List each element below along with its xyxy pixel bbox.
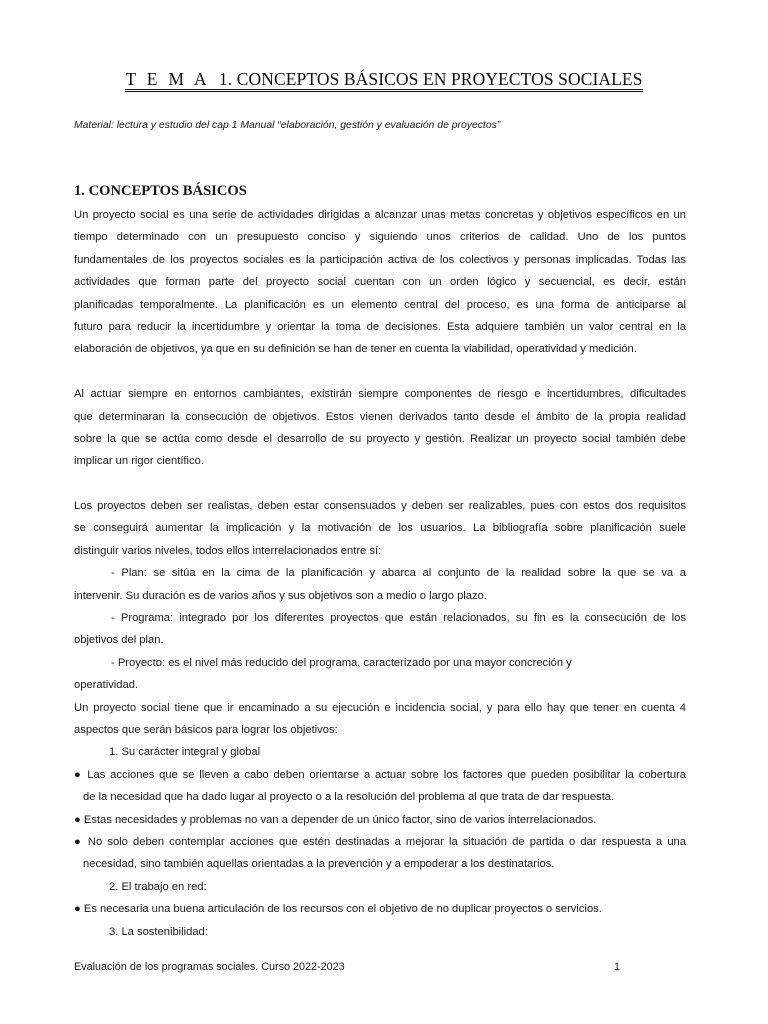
dash-list-item-cont: operatividad. [74,679,139,692]
paragraph-line: aspectos que serán básicos para lograr los objetivos: [74,723,338,736]
paragraph-line: planificadas temporalmente. La planificación es un elemento central del proceso, es una forma de anticiparse al [74,298,686,311]
numbered-item: 2. El trabajo en red: [109,880,207,893]
paragraph-line: Un proyecto social tiene que ir encaminado a su ejecución e incidencia social, y para ello hay que tener en cuenta 4 [74,701,686,714]
paragraph-line: futuro para reducir la incertidumbre y orientar la toma de decisiones. Esta adquiere también un valor central en la [74,320,686,333]
paragraph-line: implicar un rigor científico. [74,455,204,468]
paragraph-gap [74,473,686,495]
paragraph-line: tiempo determinado con un presupuesto conciso y siguiendo unos criterios de calidad. Uno de los puntos [74,231,686,244]
document-title [0,68,768,92]
paragraph-line: fundamentales de los proyectos sociales es la participación activa de los colectivos y personas implicadas. Todas las [74,253,686,266]
paragraph-line: sobre la que se actúa como desde el desarrollo de su proyecto y gestión. Realizar un proyecto social también debe [74,432,686,445]
bullet-item: ● Es necesaria una buena articulación de los recursos con el objetivo de no duplicar proyectos o servicios. [74,903,602,916]
section-body [74,204,686,943]
document-title-underlined [125,69,642,92]
page-footer: Evaluación de los programas sociales. Curso 2022-2023 [74,961,345,973]
title-prefix: T E M A [125,69,210,89]
numbered-item: 3. La sostenibilidad: [109,925,208,938]
numbered-item: 1. Su carácter integral y global [109,746,261,759]
bullet-item: ● Estas necesidades y problemas no van a depender de un único factor, sino de varios interrelacionados. [74,813,597,826]
paragraph-line: Un proyecto social es una serie de actividades dirigidas a alcanzar unas metas concretas y objetivos específicos en un [74,209,686,221]
dash-list-item: - Programa: integrado por los diferentes proyectos que están relacionados, su fin es la consecución de los [111,612,686,625]
paragraph-gap [74,361,686,383]
paragraph-line: actividades que forman parte del proyecto social cuentan con un orden lógico y secuencial, es decir, están [74,276,686,289]
dash-list-item: - Plan: se sitúa en la cima de la planificación y abarca al conjunto de la realidad sobre la que se va a [111,567,686,580]
dash-list-item: - Proyecto: es el nivel más reducido del programa, caracterizado por una mayor concreción y [111,656,572,669]
dash-list-item-cont: intervenir. Su duración es de varios años y sus objetivos son a medio o largo plazo. [74,589,487,602]
bullet-item: ● Las acciones que se lleven a cabo deben orientarse a actuar sobre los factores que pueden posibilitar la cobertura [74,768,686,781]
paragraph-line: se conseguirá aumentar la implicación y la motivación de los usuarios. La bibliografía sobre planificación suele [74,522,686,535]
paragraph-line: Al actuar siempre en entornos cambiantes, existirán siempre componentes de riesgo e incertidumbres, dificultades [74,388,686,401]
bullet-item-cont: de la necesidad que ha dado lugar al proyecto o a la resolución del problema al que trata de dar respuesta. [83,791,615,804]
bullet-item-cont: necesidad, sino también aquellas orientadas a la prevención y a empoderar a los destinatarios. [83,858,555,871]
page-number: 1 [614,961,621,973]
paragraph-line: Los proyectos deben ser realistas, deben estar consensuados y deben ser realizables, pues con estos dos requisitos [74,500,686,513]
section-heading: 1. CONCEPTOS BÁSICOS [74,183,247,199]
dash-list-item-cont: objetivos del plan. [74,634,164,647]
paragraph-line: que determinaran la consecución de objetivos. Estos vienen derivados tanto desde el ámbito de la propia realidad [74,410,686,423]
material-note: Material: lectura y estudio del cap 1 Manual “elaboración, gestión y evaluación de proyectos” [74,120,501,131]
paragraph-line: distinguir varios niveles, todos ellos interrelacionados entre sí: [74,544,382,557]
paragraph-line: elaboración de objetivos, ya que en su definición se han de tener en cuenta la viabilidad, operatividad y medición. [74,343,637,356]
bullet-item: ● No solo deben contemplar acciones que estén destinadas a mejorar la situación de partida o dar respuesta a una [74,835,686,848]
title-text: 1. CONCEPTOS BÁSICOS EN PROYECTOS SOCIALES [218,69,643,89]
